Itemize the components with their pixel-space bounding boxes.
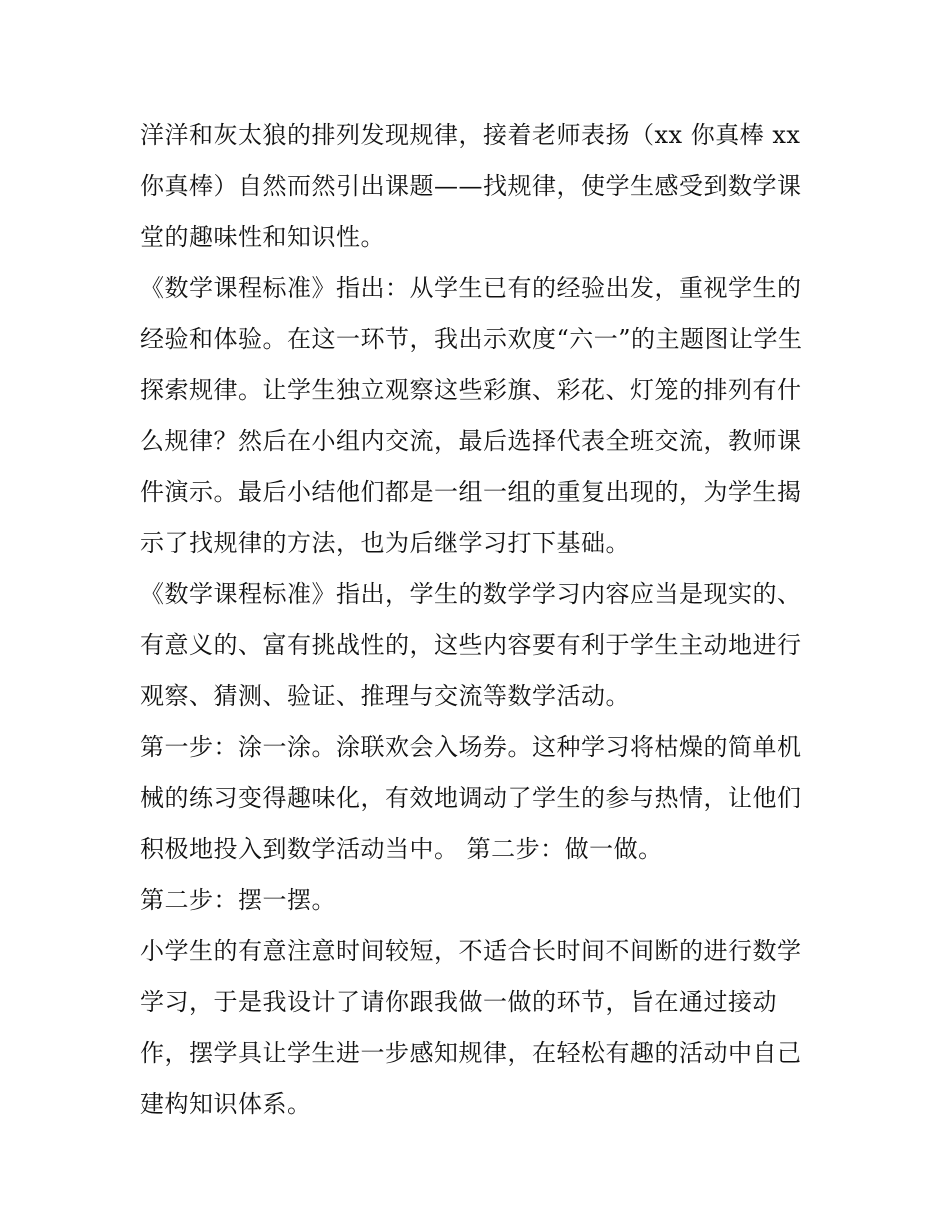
text-line: 作，摆学具让学生进一步感知规律，在轻松有趣的活动中自己 [140, 1039, 802, 1067]
text-line: 你真棒）自然而然引出课题——找规律，使学生感受到数学课 [140, 172, 802, 200]
text-line: 堂的趣味性和知识性。 [140, 223, 385, 251]
text-line: 有意义的、富有挑战性的，这些内容要有利于学生主动地进行 [140, 631, 802, 659]
text-line: 探索规律。让学生独立观察这些彩旗、彩花、灯笼的排列有什 [140, 376, 802, 404]
text-line: 观察、猜测、验证、推理与交流等数学活动。 [140, 682, 630, 710]
text-line: 《数学课程标准》指出，学生的数学学习内容应当是现实的、 [140, 580, 802, 608]
text-line: 械的练习变得趣味化，有效地调动了学生的参与热情，让他们 [140, 784, 802, 812]
text-line: 第二步：摆一摆。 [140, 886, 336, 914]
text-line: 经验和体验。在这一环节，我出示欢度“六一”的主题图让学生 [140, 325, 803, 353]
text-line: 件演示。最后小结他们都是一组一组的重复出现的，为学生揭 [140, 478, 802, 506]
text-line: 积极地投入到数学活动当中。 第二步：做一做。 [140, 835, 663, 863]
text-line: 洋洋和灰太狼的排列发现规律，接着老师表扬（xx 你真棒 xx [140, 121, 801, 149]
text-line: 么规律？然后在小组内交流，最后选择代表全班交流，教师课 [140, 427, 802, 455]
text-line: 示了找规律的方法，也为后继学习打下基础。 [140, 529, 630, 557]
text-line: 第一步：涂一涂。涂联欢会入场券。这种学习将枯燥的简单机 [140, 733, 802, 761]
document-body [140, 110, 820, 1130]
text-line: 《数学课程标准》指出：从学生已有的经验出发，重视学生的 [140, 274, 802, 302]
text-line: 学习，于是我设计了请你跟我做一做的环节，旨在通过接动 [140, 988, 777, 1016]
text-line: 建构知识体系。 [140, 1090, 312, 1118]
text-line: 小学生的有意注意时间较短，不适合长时间不间断的进行数学 [140, 937, 802, 965]
